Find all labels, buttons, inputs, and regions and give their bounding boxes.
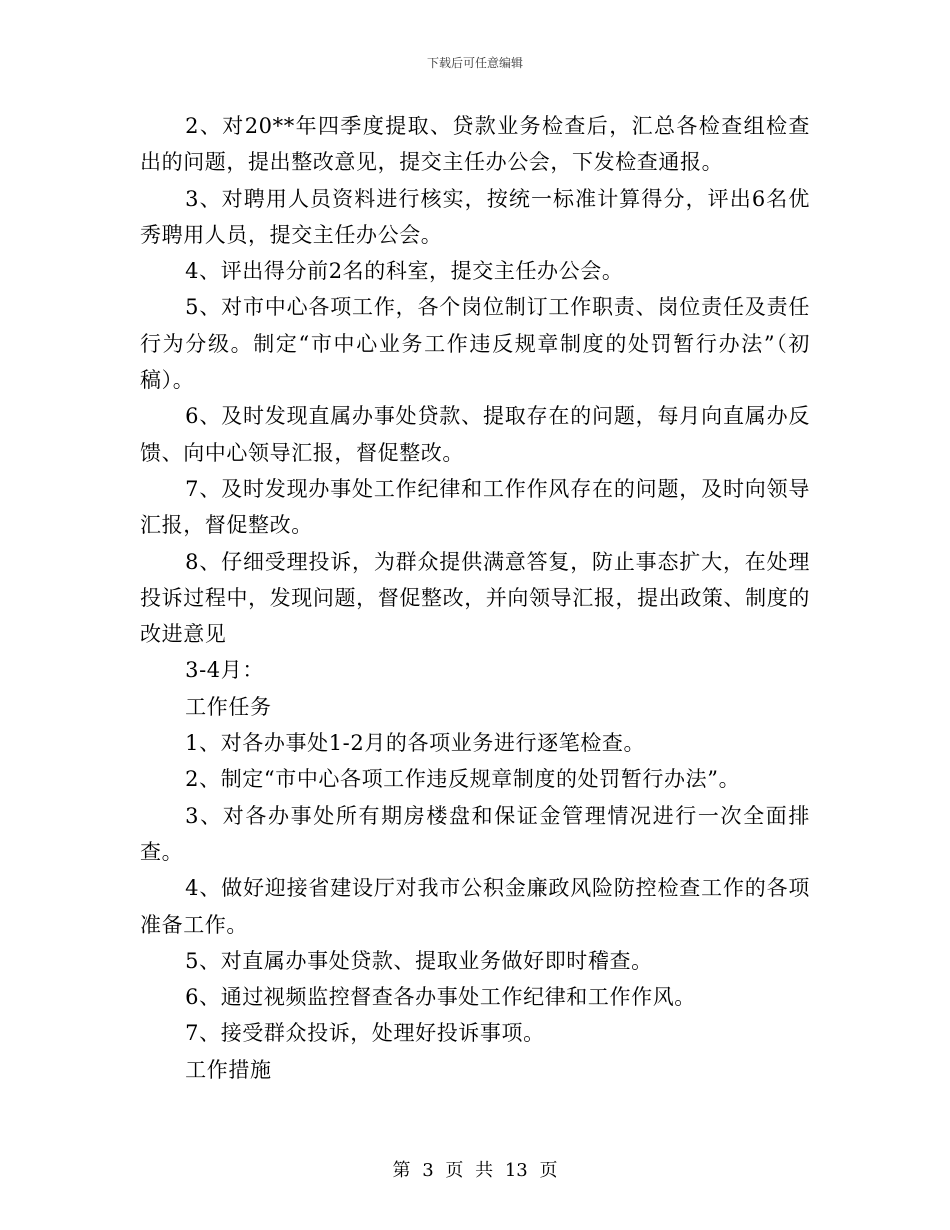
task-item: 7、接受群众投诉，处理好投诉事项。 [185, 1021, 545, 1046]
document-body [140, 108, 810, 1088]
task-item: 1、对各办事处1-2月的各项业务进行逐笔检查。 [185, 731, 646, 756]
task-item: 5、对直属办事处贷款、提取业务做好即时稽查。 [185, 948, 653, 973]
paragraph: 8、仔细受理投诉，为群众提供满意答复，防止事态扩大，在处理投诉过程中，发现问题，督促整改，并向领导汇报，提出政策、制度的改进意见 [140, 549, 810, 647]
paragraph: 4、评出得分前2名的科室，提交主任办公会。 [185, 259, 624, 284]
paragraph: 7、及时发现办事处工作纪律和工作作风存在的问题，及时向领导汇报，督促整改。 [140, 476, 810, 538]
section-heading: 3-4月： [185, 658, 264, 683]
paragraph: 3、对聘用人员资料进行核实，按统一标准计算得分，评出6名优秀聘用人员，提交主任办公会。 [140, 186, 810, 247]
paragraph: 6、及时发现直属办事处贷款、提取存在的问题，每月向直属办反馈、向中心领导汇报，督促整改。 [140, 404, 810, 465]
page-number-footer: 第 3 页 共 13 页 [392, 1160, 558, 1181]
section-subheading: 工作任务 [185, 694, 272, 719]
paragraph: 5、对市中心各项工作，各个岗位制订工作职责、岗位责任及责任行为分级。制定“市中心业务工作违反规章制度的处罚暂行办法”（初稿）。 [140, 295, 810, 393]
task-item: 3、对各办事处所有期房楼盘和保证金管理情况进行一次全面排查。 [140, 803, 810, 864]
section-subheading: 工作措施 [185, 1057, 272, 1082]
task-item: 6、通过视频监控督查各办事处工作纪律和工作作风。 [185, 985, 696, 1010]
page-header: 下载后可任意编辑 [426, 56, 523, 70]
task-item: 4、做好迎接省建设厅对我市公积金廉政风险防控检查工作的各项准备工作。 [140, 876, 810, 937]
task-item: 2、制定“市中心各项工作违反规章制度的处罚暂行办法”。 [185, 767, 741, 792]
paragraph: 2、对20**年四季度提取、贷款业务检查后，汇总各检查组检查出的问题，提出整改意见，提交主任办公会，下发检查通报。 [140, 114, 810, 175]
